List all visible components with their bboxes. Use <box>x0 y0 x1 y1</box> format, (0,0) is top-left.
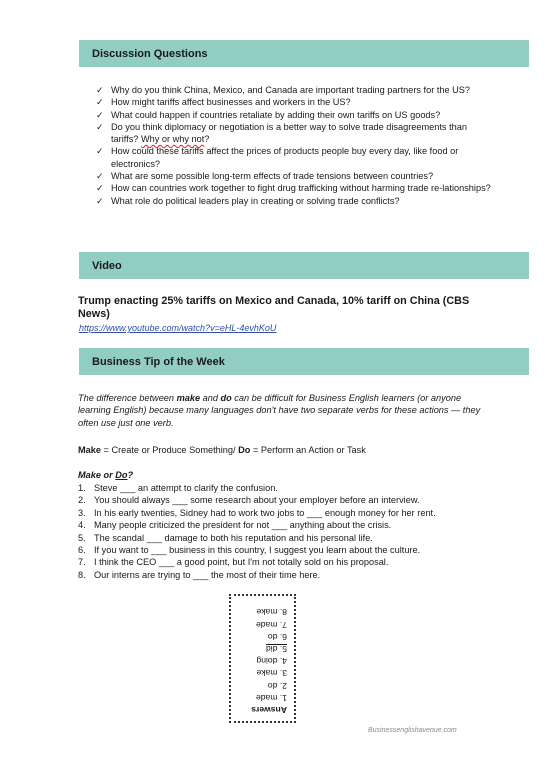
spellcheck-underlined-text: Why or why not <box>140 134 205 145</box>
list-item: ✓ Why do you think China, Mexico, and Canada are important trading partners for the US? <box>96 85 471 95</box>
discussion-questions-list <box>96 84 496 207</box>
tip-header <box>79 348 529 375</box>
check-icon: ✓ <box>96 85 104 95</box>
list-item: ✓ What role do political leaders play in creating or solving trade conflicts? <box>96 195 400 206</box>
tip-heading: Business Tip of the Week <box>92 355 225 368</box>
answer-item: 4. doing <box>256 656 287 667</box>
check-icon: ✓ <box>96 146 104 157</box>
check-icon: ✓ <box>96 97 104 108</box>
tip-definition: Make = Create or Produce Something/ Do = Perform an Action or Task <box>78 445 366 455</box>
quiz-title: Make or Do? <box>78 470 134 480</box>
check-icon: ✓ <box>96 183 104 194</box>
answer-item: 5. did <box>265 643 287 654</box>
answer-key-box <box>229 594 296 723</box>
tip-intro: The difference between make and do can be difficult for Business English learners (or anyone learning English) because many languages don't have two separate verbs for these actions — they often use just one verb. <box>78 393 481 428</box>
list-item: 8. Our interns are trying to ___ the most of their time here. <box>78 569 321 580</box>
list-item: 6. If you want to ___ business in this country, I suggest you learn about the culture. <box>78 545 421 556</box>
discussion-heading: Discussion Questions <box>92 47 208 60</box>
list-item: ✓ How could these tariffs affect the prices of products people buy every day, like food or electronics? <box>96 146 459 169</box>
check-icon: ✓ <box>96 121 104 132</box>
list-item: ✓ How can countries work together to fight drug trafficking without harming trade re-lationships? <box>96 183 491 194</box>
footer-site-name: Businessenglishavenue.com <box>368 727 457 734</box>
check-icon: ✓ <box>96 195 104 206</box>
list-item: 2. You should always ___ some research about your employer before an interview. <box>78 495 420 506</box>
list-item: 4. Many people criticized the president for not ___ anything about the crisis. <box>78 520 392 531</box>
list-item: ✓ Do you think diplomacy or negotiation is a better way to solve trade disagreements than tariffs? Why or why not? <box>96 121 467 145</box>
video-link[interactable]: https://www.youtube.com/watch?v=eHL-4evhKoU <box>79 323 277 333</box>
answer-item: 3. make <box>256 668 287 679</box>
list-item: 7. I think the CEO ___ a good point, but I'm not totally sold on his proposal. <box>78 557 389 568</box>
answer-key-upside-down <box>231 596 294 721</box>
list-item: 1. Steve ___ an attempt to clarify the confusion. <box>78 483 278 493</box>
check-icon: ✓ <box>96 109 104 120</box>
list-item: ✓ What are some possible long-term effects of trade tensions between countries? <box>96 171 434 182</box>
discussion-header <box>79 40 529 67</box>
exercise-list <box>78 482 498 581</box>
video-heading: Video <box>92 259 122 272</box>
answer-key-heading: Answers <box>251 705 287 715</box>
list-item: ✓ What could happen if countries retaliate by adding their own tariffs on US goods? <box>96 109 441 120</box>
video-title: Trump enacting 25% tariffs on Mexico and Canada, 10% tariff on China (CBS News) <box>78 295 470 320</box>
answer-item: 6. do <box>267 631 287 642</box>
list-item: 5. The scandal ___ damage to both his reputation and his personal life. <box>78 532 373 543</box>
list-item: 3. In his early twenties, Sidney had to work two jobs to ___ enough money for her rent. <box>78 507 436 518</box>
video-header <box>79 252 529 279</box>
check-icon: ✓ <box>96 171 104 182</box>
answer-item: 7. made <box>255 619 287 630</box>
answer-item: 1. made <box>255 692 287 703</box>
list-item: ✓ How might tariffs affect businesses and workers in the US? <box>96 97 351 108</box>
answer-item: 2. do <box>267 680 287 691</box>
answer-item: 8. make <box>256 607 287 618</box>
